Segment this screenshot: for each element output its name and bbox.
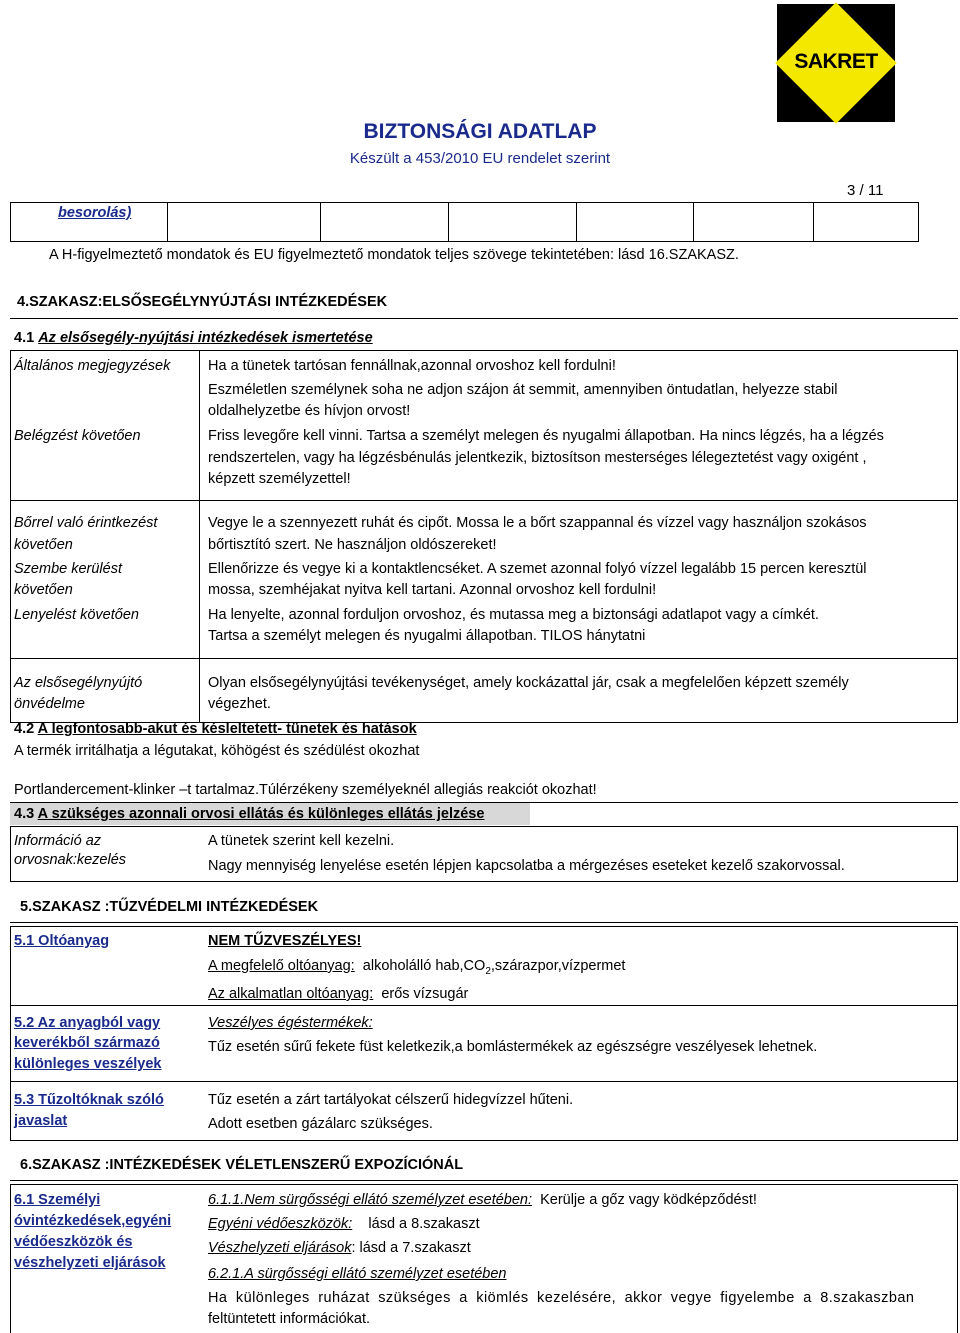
doctor-info-text-1: A tünetek szerint kell kezelni.: [208, 833, 395, 849]
self-protection-text-1: Olyan elsősegélynyújtási tevékenységet, amely kockázattal jár, csak a megfelelően képzett személy: [208, 675, 849, 691]
eye-label-1: Szembe kerülést: [14, 561, 122, 577]
self-protection-text-2: végezhet.: [208, 696, 271, 712]
section5-title: 5.SZAKASZ :TŰZVÉDELMI INTÉZKEDÉSEK: [20, 899, 319, 915]
table-right-border: [957, 350, 958, 723]
section6-title: 6.SZAKASZ :INTÉZKEDÉSEK VÉLETLENSZERŰ EXPOZÍCIÓNÁL: [20, 1157, 464, 1173]
table-right-border: [957, 926, 958, 1141]
section61-label-4: vészhelyzeti eljárások: [14, 1255, 166, 1271]
unsuitable-extinguisher: Az alkalmatlan oltóanyag: erős vízsugár: [208, 986, 469, 1002]
doctor-info-label-2: orvosnak:kezelés: [14, 852, 127, 868]
section61-label-1: 6.1 Személyi: [14, 1192, 101, 1208]
hazardous-products-text: Tűz esetén sűrű fekete füst keletkezik,a bomlástermékek az egészségre veszélyesek lehetnek.: [208, 1039, 818, 1055]
ingestion-label: Lenyelést követően: [14, 607, 139, 623]
self-protection-label-2: önvédelme: [14, 696, 85, 712]
document-title: BIZTONSÁGI ADATLAP: [363, 120, 597, 143]
section53-label-2: javaslat: [14, 1113, 68, 1129]
emergency-responders-text-2: feltüntetett információkat.: [208, 1311, 370, 1327]
inhalation-text-1: Friss levegőre kell vinni. Tartsa a személyt melegen és nyugalmi állapotban. Ha nincs légzés, ha a légzés: [208, 428, 884, 444]
besorolas-label: besorolás): [58, 205, 132, 221]
eye-text-2: mossa, szemhéjakat nyitva kell tartani. Azonnal orvoshoz kell fordulni!: [208, 582, 657, 598]
h-statements-note: A H-figyelmeztető mondatok és EU figyelmeztető mondatok teljes szövege tekintetében: lásd 16.SZAKASZ.: [49, 247, 739, 263]
hazardous-products-label: Veszélyes égéstermékek:: [208, 1015, 373, 1031]
table-top-border: [10, 1184, 958, 1185]
divider: [10, 1180, 958, 1181]
table-right-border: [957, 826, 958, 882]
section61-label-2: óvintézkedések,egyéni: [14, 1213, 172, 1229]
self-protection-label-1: Az elsősegélynyújtó: [14, 675, 143, 691]
general-text-3: oldalhelyzetbe és hívjon orvost!: [208, 403, 411, 419]
section52-label-3: különleges veszélyek: [14, 1056, 162, 1072]
section53-label-1: 5.3 Tűzoltóknak szóló: [14, 1092, 164, 1108]
table-left-border: [10, 926, 11, 1141]
ingestion-text-1: Ha lenyelte, azonnal forduljon orvoshoz, és mutassa meg a biztonsági adatlapot vagy a címkét.: [208, 607, 819, 623]
emergency-responders-text-1: Ha különleges ruházat szükséges a kiömlés kezelésére, akkor vegye figyelembe a 8.szakaszban: [208, 1290, 915, 1306]
table-left-border: [10, 1184, 11, 1333]
sakret-logo: [777, 4, 895, 122]
divider: [10, 922, 958, 923]
not-flammable: NEM TŰZVESZÉLYES!: [208, 933, 362, 949]
table-top-border: [10, 926, 958, 927]
doctor-info-label-1: Információ az: [14, 833, 102, 849]
table-column-divider: [199, 350, 200, 723]
non-emergency-row: 6.1.1.Nem sürgősségi ellátó személyzet esetében: Kerülje a gőz vagy ködképződést!: [208, 1192, 757, 1208]
suitable-extinguisher: A megfelelő oltóanyag: alkoholálló $hab,CO_2,szárazpor,vízpermet$: [208, 958, 626, 977]
section61-label-3: védőeszközök és: [14, 1234, 133, 1250]
doctor-info-text-2: Nagy mennyiség lenyelése esetén lépjen kapcsolatba a mérgezéses eseteket kezelő szakorvossal.: [208, 858, 845, 874]
document-subtitle: Készült a 453/2010 EU rendelet szerint: [349, 150, 611, 167]
skin-text-2: bőrtisztító szert. Ne használjon oldószereket!: [208, 537, 497, 553]
table-top-border: [10, 826, 958, 827]
table-left-border: [10, 350, 11, 723]
inhalation-label: Belégzést követően: [14, 428, 141, 444]
emergency-responders-label: 6.2.1.A sürgősségi ellátó személyzet esetében: [208, 1266, 507, 1282]
ppe-row: Egyéni védőeszközök: lásd a 8.szakaszt: [208, 1216, 480, 1232]
logo-text: SAKRET: [794, 50, 878, 73]
table-row-divider: [10, 1005, 958, 1006]
eye-label-2: követően: [14, 582, 73, 598]
section41-heading: 4.1 Az elsősegély-nyújtási intézkedések ismertetése: [14, 330, 373, 346]
section43-heading: 4.3 A szükséges azonnali orvosi ellátás és különleges ellátás jelzése: [14, 806, 485, 822]
general-text-1: Ha a tünetek tartósan fennállnak,azonnal orvoshoz kell fordulni!: [208, 358, 616, 374]
table-row-divider: [10, 658, 958, 659]
eye-text-1: Ellenőrizze és vegye ki a kontaktlencséket. A szemet azonnal folyó vízzel legalább 15 percen keresztül: [208, 561, 867, 577]
section52-label-1: 5.2 Az anyagból vagy: [14, 1015, 161, 1031]
section42-text-1: A termék irritálhatja a légutakat, köhögést és szédülést okozhat: [14, 743, 420, 759]
table-left-border: [10, 826, 11, 882]
inhalation-text-2: rendszertelen, vagy ha légzésbénulás jelentkezik, biztosítson mesterséges lélegeztetést vagy oxigént ,: [208, 450, 867, 466]
ingestion-text-2: Tartsa a személyt melegen és nyugalmi állapotban. TILOS hánytatni: [208, 628, 646, 644]
skin-label-1: Bőrrel való érintkezést: [14, 515, 158, 531]
table-bottom-border: [10, 1140, 958, 1141]
classification-table-row: [10, 202, 919, 242]
table-bottom-border: [10, 881, 958, 882]
section4-title: 4.SZAKASZ:ELSŐSEGÉLYNYÚJTÁSI INTÉZKEDÉSEK: [17, 294, 388, 310]
firefighter-text-1: Tűz esetén a zárt tartályokat célszerű hidegvízzel hűteni.: [208, 1092, 574, 1108]
section42-text-2: Portlandercement-klinker –t tartalmaz.Túlérzékeny személyeknél allegiás reakciót okozhat!: [14, 782, 597, 798]
inhalation-text-3: képzett személyzettel!: [208, 471, 351, 487]
emergency-procedures-row: Vészhelyzeti eljárások: lásd a 7.szakaszt: [208, 1240, 471, 1256]
general-text-2: Eszméletlen személynek soha ne adjon szájon át semmit, amennyiben öntudatlan, helyezze stabil: [208, 382, 838, 398]
section42-heading: 4.2 A legfontosabb-akut és késleltetett- tünetek és hatások: [14, 721, 417, 737]
table-top-border: [10, 350, 958, 351]
general-label: Általános megjegyzések: [14, 358, 171, 374]
skin-text-1: Vegye le a szennyezett ruhát és cipőt. Mossa le a bőrt szappannal és vízzel vagy használjon szokásos: [208, 515, 867, 531]
page-number: 3 / 11: [847, 182, 884, 199]
table-row-divider: [10, 1081, 958, 1082]
skin-label-2: követően: [14, 537, 73, 553]
table-right-border: [957, 1184, 958, 1333]
divider: [10, 318, 958, 319]
section51-label: 5.1 Oltóanyag: [14, 933, 110, 949]
section52-label-2: keverékből származó: [14, 1035, 160, 1051]
firefighter-text-2: Adott esetben gázálarc szükséges.: [208, 1116, 433, 1132]
table-row-divider: [10, 500, 958, 501]
